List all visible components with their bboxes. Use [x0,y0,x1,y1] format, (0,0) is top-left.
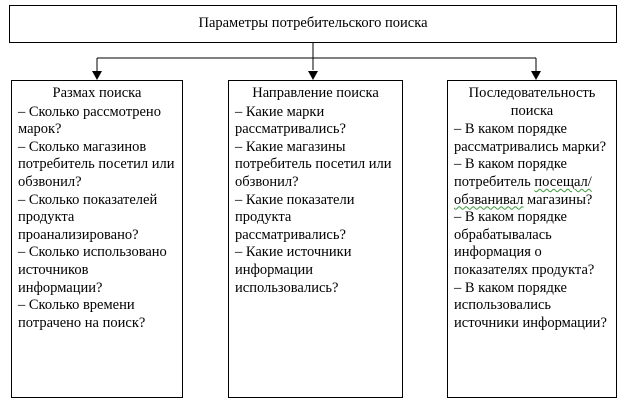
list-item-text: магазины? [523,191,593,208]
arrow-head-left [92,71,102,80]
list-item-text: – В каком порядке потребитель [454,156,567,190]
list-item: – Какие марки рассматривались? [235,103,346,138]
column-box-direction [228,80,403,398]
list-item: – Какие источники информации использовались? [235,244,352,296]
top-box-title: Параметры потребительского поиска [198,15,428,32]
top-box [9,5,617,43]
list-item: – В каком порядке использовались источники информации? [454,279,607,331]
arrow-head-right [531,71,541,80]
list-item: – Какие показатели продукта рассматривались? [235,191,355,243]
arrow-head-center [308,71,318,80]
list-item: – В каком порядке рассматривались марки? [454,121,607,155]
column-title: Направление поиска [252,85,379,101]
list-item: – Сколько времени потрачено на поиск? [18,297,146,331]
column-box-sequence [447,80,617,398]
list-item [454,156,610,209]
list-item: – В каком порядке обрабатывалась информация о показателях продукта? [454,209,595,278]
list-item: – Сколько использовано источников информации? [18,244,167,296]
list-item: – Сколько магазинов потребитель посетил или обзвонил? [18,138,175,190]
list-item: – Сколько рассмотрено марок? [18,103,161,138]
column-list [454,121,610,332]
column-box-scope [11,80,183,398]
spellcheck-flagged-word: посещал/обзванивал [454,173,592,208]
list-item: – Какие магазины потребитель посетил или обзвонил? [235,138,392,190]
column-list [18,104,176,333]
column-title: Размах поиска [52,85,142,101]
column-title: Последовательность поиска [468,85,596,119]
column-list [235,104,396,298]
list-item: – Сколько показателей продукта проанализировано? [18,191,158,243]
